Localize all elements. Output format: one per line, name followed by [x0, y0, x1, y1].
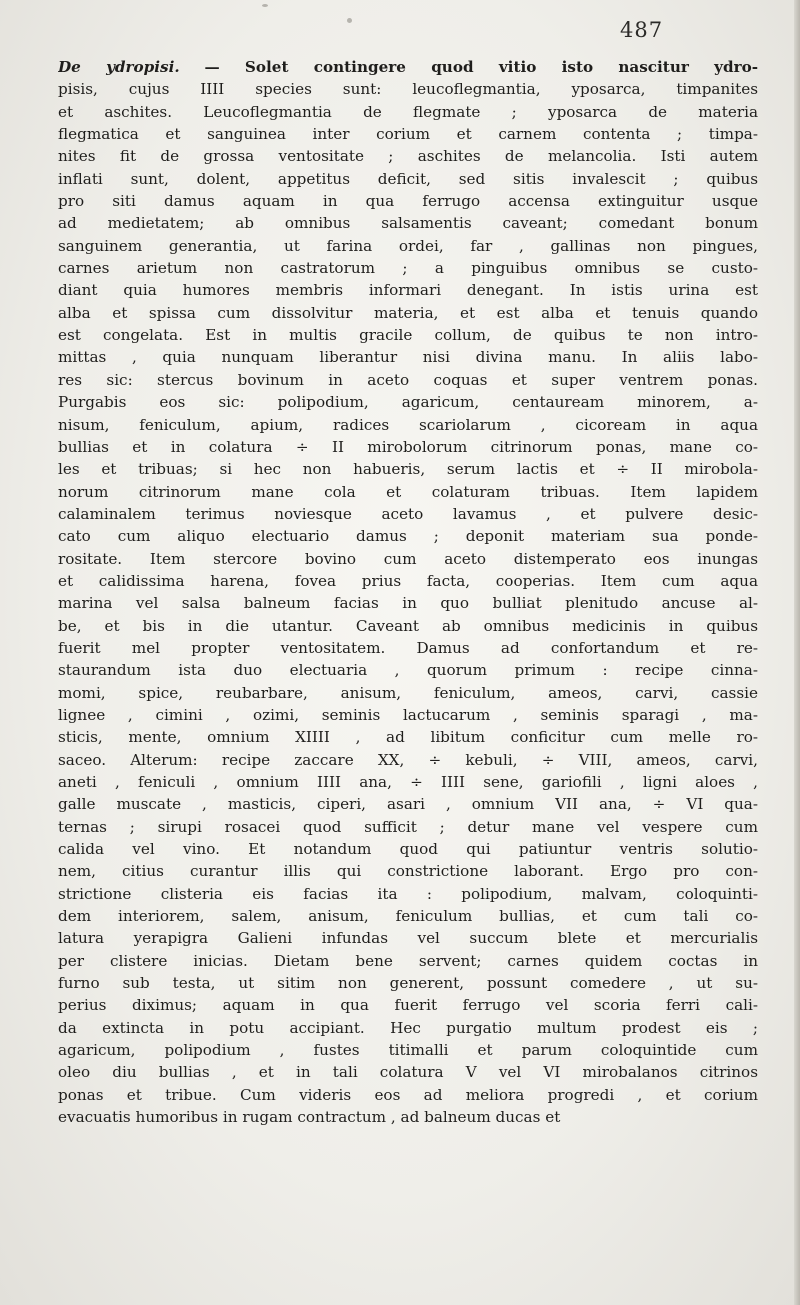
text-line: momi, spice, reubarbare, anisum, feniculum, ameos, carvi, cassie — [58, 683, 758, 702]
text-line: lignee , cimini , ozimi, seminis lactucarum , seminis sparagi , ma- — [58, 705, 758, 724]
ink-smudge — [347, 18, 352, 23]
text-line — [58, 56, 758, 78]
page-edge — [794, 0, 800, 1305]
text-line: mittas , quia nunquam liberantur nisi divina manu. In aliis labo- — [58, 348, 758, 367]
text-line: perius diximus; aquam in qua fuerit ferrugo vel scoria ferri cali- — [58, 996, 758, 1015]
text-line: ponas et tribue. Cum videris eos ad meliora progredi , et corium — [58, 1085, 758, 1104]
text-line: strictione clisteria eis facias ita : polipodium, malvam, coloquinti- — [58, 884, 758, 903]
text-line: latura yerapigra Galieni infundas vel succum blete et mercurialis — [58, 929, 758, 948]
text-line: marina vel salsa balneum facias in quo bulliat plenitudo ancuse al- — [58, 594, 758, 613]
text-line: flegmatica et sanguinea inter corium et carnem contenta ; timpa- — [58, 125, 758, 144]
text-line: Purgabis eos sic: polipodium, agaricum, centauream minorem, a- — [58, 393, 758, 412]
text-line: sanguinem generantia, ut farina ordei, far , gallinas non pingues, — [58, 236, 758, 255]
text-line: nisum, feniculum, apium, radices scariolarum , cicoream in aqua — [58, 415, 758, 434]
text-line: pro siti damus aquam in qua ferrugo accensa extinguitur usque — [58, 192, 758, 211]
text-line: dem interiorem, salem, anisum, feniculum bullias, et cum tali co- — [58, 907, 758, 926]
text-line: nites fit de grossa ventositate ; aschites de melancolia. Isti autem — [58, 147, 758, 166]
text-line: per clistere inicias. Dietam bene servent; carnes quidem coctas in — [58, 951, 758, 970]
text-line: calida vel vino. Et notandum quod qui patiuntur ventris solutio- — [58, 840, 758, 859]
text-line: oleo diu bullias , et in tali colatura V vel VI mirobalanos citrinos — [58, 1063, 758, 1082]
text-line: bullias et in colatura ÷ II mirobolorum citrinorum ponas, mane co- — [58, 437, 758, 456]
text-line: nem, citius curantur illis qui constrictione laborant. Ergo pro con- — [58, 862, 758, 881]
text-line: fuerit mel propter ventositatem. Damus ad confortandum et re- — [58, 638, 758, 657]
ink-smudge — [262, 4, 268, 7]
text-line: res sic: stercus bovinum in aceto coquas et super ventrem ponas. — [58, 370, 758, 389]
text-line: les et tribuas; si hec non habueris, serum lactis et ÷ II mirobola- — [58, 460, 758, 479]
text-line: est congelata. Est in multis gracile collum, de quibus te non intro- — [58, 326, 758, 345]
text-line: da extincta in potu accipiant. Hec purgatio multum prodest eis ; — [58, 1018, 758, 1037]
text-line: ternas ; sirupi rosacei quod sufficit ; detur mane vel vespere cum — [58, 817, 758, 836]
text-line: galle muscate , masticis, ciperi, asari , omnium VII ana, ÷ VI qua- — [58, 795, 758, 814]
text-line: cato cum aliquo electuario damus ; deponit materiam sua ponde- — [58, 527, 758, 546]
text-line: furno sub testa, ut sitim non generent, possunt comedere , ut su- — [58, 974, 758, 993]
text-line: agaricum, polipodium , fustes titimalli et parum coloquintide cum — [58, 1041, 758, 1060]
text-line: rositate. Item stercore bovino cum aceto distemperato eos inungas — [58, 549, 758, 568]
text-line: sticis, mente, omnium XIIII , ad libitum conficitur cum melle ro- — [58, 728, 758, 747]
text-line: be, et bis in die utantur. Caveant ab omnibus medicinis in quibus — [58, 616, 758, 635]
section-heading: De ydropisi. — [58, 58, 180, 76]
text-line: inflati sunt, dolent, appetitus deficit, sed sitis invalescit ; quibus — [58, 169, 758, 188]
text-line: pisis, cujus IIII species sunt: leucoflegmantia, yposarca, timpanites — [58, 80, 758, 99]
body-text — [58, 56, 758, 1129]
page-number: 487 — [620, 18, 664, 42]
text-line: carnes arietum non castratorum ; a pinguibus omnibus se custo- — [58, 259, 758, 278]
text-line: aneti , feniculi , omnium IIII ana, ÷ IIII sene, gariofili , ligni aloes , — [58, 773, 758, 791]
text-line: evacuatis humoribus in rugam contractum , ad balneum ducas et — [58, 1108, 561, 1127]
text-line: saceo. Alterum: recipe zaccare XX, ÷ kebuli, ÷ VIII, ameos, carvi, — [58, 750, 758, 769]
text-line: diant quia humores membris informari denegant. In istis urina est — [58, 281, 758, 300]
text-line-content: — Solet contingere quod vitio isto nascitur ydro- — [204, 58, 758, 76]
text-line: norum citrinorum mane cola et colaturam tribuas. Item lapidem — [58, 482, 758, 501]
text-line: staurandum ista duo electuaria , quorum primum : recipe cinna- — [58, 661, 758, 680]
text-line: alba et spissa cum dissolvitur materia, et est alba et tenuis quando — [58, 303, 758, 322]
text-line: et calidissima harena, fovea prius facta, cooperias. Item cum aqua — [58, 571, 758, 590]
text-line: calaminalem terimus noviesque aceto lavamus , et pulvere desic- — [58, 504, 758, 523]
text-line: ad medietatem; ab omnibus salsamentis caveant; comedant bonum — [58, 214, 758, 233]
text-line: et aschites. Leucoflegmantia de flegmate ; yposarca de materia — [58, 102, 758, 121]
